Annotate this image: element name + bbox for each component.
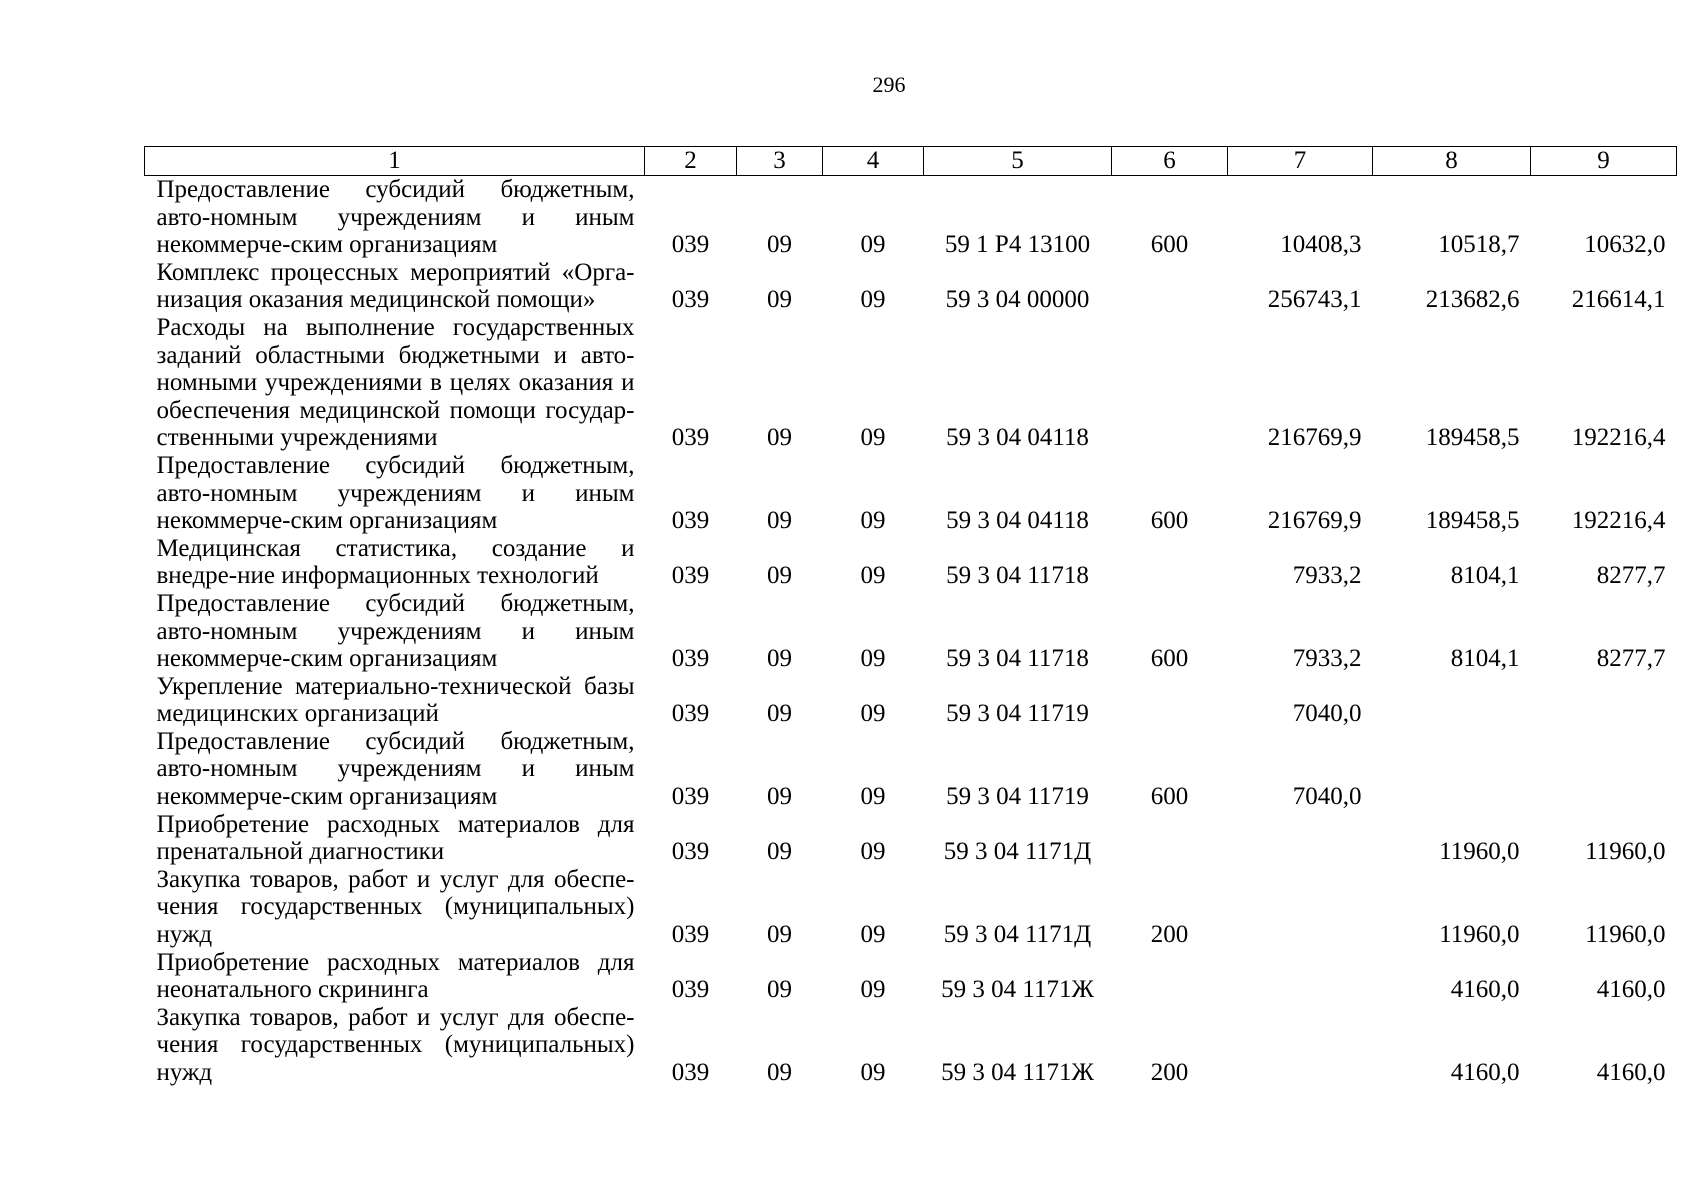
admin-code-cell: 039 <box>671 921 710 949</box>
table-body <box>145 176 1677 1087</box>
table-row <box>145 1004 1677 1087</box>
amount-col7-cell <box>1228 949 1373 1004</box>
amount-col7-cell: 256743,1 <box>1267 286 1362 314</box>
table-row <box>145 535 1677 590</box>
column-header-3: 3 <box>737 147 823 176</box>
subsection-code-cell: 09 <box>860 231 886 259</box>
table-row <box>145 728 1677 811</box>
amount-col8-cell <box>1373 728 1531 811</box>
row-name-cell: Укрепление материально-технической базы медицинских организаций <box>156 672 635 728</box>
admin-code-cell: 039 <box>671 286 710 314</box>
amount-col9-cell <box>1531 673 1677 728</box>
section-code-cell: 09 <box>767 424 792 452</box>
row-name-cell: Предоставление субсидий бюджетным, авто-номным учреждениям и иным некоммерче-ским организациям <box>156 727 635 811</box>
section-code-cell: 09 <box>767 783 792 811</box>
section-code-cell: 09 <box>767 231 792 259</box>
row-name-cell: Закупка товаров, работ и услуг для обеспе-чения государственных (муниципальных) нужд <box>156 1003 635 1086</box>
table-row <box>145 176 1677 259</box>
row-name-cell: Закупка товаров, работ и услуг для обеспе-чения государственных (муниципальных) нужд <box>156 865 635 949</box>
amount-col8-cell: 4160,0 <box>1450 1059 1520 1086</box>
admin-code-cell: 039 <box>671 1059 710 1086</box>
row-name-cell: Комплекс процессных мероприятий «Орга-низация оказания медицинской помощи» <box>156 258 635 314</box>
amount-col9-cell: 192216,4 <box>1571 507 1666 535</box>
amount-col7-cell <box>1228 811 1373 866</box>
amount-col8-cell: 10518,7 <box>1438 231 1520 259</box>
subsection-code-cell: 09 <box>860 921 886 949</box>
section-code-cell: 09 <box>767 1059 792 1086</box>
table-row <box>145 259 1677 314</box>
table-header <box>145 147 1677 176</box>
amount-col8-cell: 8104,1 <box>1450 645 1520 673</box>
amount-col7-cell <box>1228 866 1373 949</box>
target-article-cell: 59 3 04 1171Д <box>943 921 1092 949</box>
row-name-cell: Предоставление субсидий бюджетным, авто-номным учреждениям и иным некоммерче-ским организациям <box>156 451 635 535</box>
row-name-cell: Приобретение расходных материалов для неонатального скрининга <box>156 948 635 1004</box>
admin-code-cell: 039 <box>671 507 710 535</box>
subsection-code-cell: 09 <box>860 838 886 866</box>
amount-col7-cell: 216769,9 <box>1267 507 1362 535</box>
expense-type-cell <box>1112 259 1228 314</box>
expense-type-cell: 600 <box>1150 783 1189 811</box>
amount-col9-cell: 192216,4 <box>1571 424 1666 452</box>
amount-col9-cell: 11960,0 <box>1585 838 1666 866</box>
amount-col9-cell: 11960,0 <box>1585 921 1666 949</box>
amount-col7-cell: 7040,0 <box>1292 783 1362 811</box>
amount-col9-cell: 216614,1 <box>1571 286 1666 314</box>
amount-col8-cell: 11960,0 <box>1439 838 1520 866</box>
column-header-2: 2 <box>645 147 737 176</box>
table-row <box>145 590 1677 673</box>
page-number: 296 <box>872 72 906 97</box>
expense-type-cell <box>1112 949 1228 1004</box>
admin-code-cell: 039 <box>671 700 710 728</box>
row-name-cell: Предоставление субсидий бюджетным, авто-номным учреждениям и иным некоммерче-ским организациям <box>156 176 635 259</box>
expense-type-cell: 600 <box>1150 507 1189 535</box>
section-code-cell: 09 <box>767 838 792 866</box>
target-article-cell: 59 1 Р4 13100 <box>944 231 1091 259</box>
target-article-cell: 59 3 04 04118 <box>946 424 1089 452</box>
amount-col9-cell: 4160,0 <box>1596 976 1666 1004</box>
target-article-cell: 59 3 04 11719 <box>946 783 1089 811</box>
target-article-cell: 59 3 04 11718 <box>946 645 1089 673</box>
column-header-6: 6 <box>1112 147 1228 176</box>
section-code-cell: 09 <box>767 286 792 314</box>
target-article-cell: 59 3 04 11718 <box>946 562 1089 590</box>
row-name-cell: Расходы на выполнение государственных заданий областными бюджетными и авто-номными учреждениями в целях оказания и обеспечения медицинской помощи государ-ственными учреждениями <box>156 313 635 452</box>
amount-col8-cell: 11960,0 <box>1439 921 1520 949</box>
section-code-cell: 09 <box>767 921 792 949</box>
table-row <box>145 811 1677 866</box>
column-header-7: 7 <box>1228 147 1373 176</box>
section-code-cell: 09 <box>767 562 792 590</box>
subsection-code-cell: 09 <box>860 562 886 590</box>
amount-col8-cell: 213682,6 <box>1425 286 1520 314</box>
row-name-cell: Предоставление субсидий бюджетным, авто-номным учреждениям и иным некоммерче-ским организациям <box>156 589 635 673</box>
amount-col7-cell: 7933,2 <box>1292 562 1362 590</box>
amount-col8-cell: 189458,5 <box>1425 507 1520 535</box>
table-row <box>145 452 1677 535</box>
subsection-code-cell: 09 <box>860 976 886 1004</box>
expense-type-cell: 200 <box>1150 921 1189 949</box>
amount-col9-cell: 8277,7 <box>1596 562 1666 590</box>
admin-code-cell: 039 <box>671 645 710 673</box>
section-code-cell: 09 <box>767 645 792 673</box>
amount-col7-cell: 216769,9 <box>1267 424 1362 452</box>
table-row <box>145 314 1677 452</box>
column-number-row <box>145 147 1677 176</box>
column-header-5: 5 <box>924 147 1112 176</box>
amount-col8-cell: 4160,0 <box>1450 976 1520 1004</box>
amount-col7-cell: 10408,3 <box>1280 231 1362 259</box>
expense-type-cell: 600 <box>1150 231 1189 259</box>
target-article-cell: 59 3 04 11719 <box>946 700 1089 728</box>
subsection-code-cell: 09 <box>860 645 886 673</box>
amount-col8-cell: 189458,5 <box>1425 424 1520 452</box>
expense-type-cell: 200 <box>1150 1059 1189 1086</box>
column-header-8: 8 <box>1373 147 1531 176</box>
column-header-9: 9 <box>1531 147 1677 176</box>
admin-code-cell: 039 <box>671 424 710 452</box>
amount-col7-cell: 7933,2 <box>1292 645 1362 673</box>
amount-col8-cell: 8104,1 <box>1450 562 1520 590</box>
amount-col7-cell <box>1228 1004 1373 1087</box>
row-name-cell: Приобретение расходных материалов для пренатальной диагностики <box>156 810 635 866</box>
budget-table <box>144 146 1677 1087</box>
subsection-code-cell: 09 <box>860 424 886 452</box>
row-name-cell: Медицинская статистика, создание и внедре-ние информационных технологий <box>156 534 635 590</box>
target-article-cell: 59 3 04 00000 <box>945 286 1090 314</box>
amount-col7-cell: 7040,0 <box>1292 700 1362 728</box>
admin-code-cell: 039 <box>671 231 710 259</box>
amount-col8-cell <box>1373 673 1531 728</box>
subsection-code-cell: 09 <box>860 286 886 314</box>
expense-type-cell <box>1112 673 1228 728</box>
table-row <box>145 866 1677 949</box>
column-header-1: 1 <box>145 147 645 176</box>
target-article-cell: 59 3 04 04118 <box>946 507 1089 535</box>
expense-type-cell: 600 <box>1150 645 1189 673</box>
section-code-cell: 09 <box>767 976 792 1004</box>
subsection-code-cell: 09 <box>860 783 886 811</box>
table-row <box>145 949 1677 1004</box>
target-article-cell: 59 3 04 1171Ж <box>941 1059 1094 1086</box>
admin-code-cell: 039 <box>671 562 710 590</box>
subsection-code-cell: 09 <box>860 507 886 535</box>
column-header-4: 4 <box>823 147 924 176</box>
expense-type-cell <box>1112 811 1228 866</box>
section-code-cell: 09 <box>767 507 792 535</box>
subsection-code-cell: 09 <box>860 700 886 728</box>
subsection-code-cell: 09 <box>860 1059 886 1086</box>
admin-code-cell: 039 <box>671 838 710 866</box>
target-article-cell: 59 3 04 1171Ж <box>941 976 1094 1004</box>
expense-type-cell <box>1112 535 1228 590</box>
expense-type-cell <box>1112 314 1228 452</box>
admin-code-cell: 039 <box>671 783 710 811</box>
target-article-cell: 59 3 04 1171Д <box>943 838 1092 866</box>
table-row <box>145 673 1677 728</box>
amount-col9-cell <box>1531 728 1677 811</box>
admin-code-cell: 039 <box>671 976 710 1004</box>
amount-col9-cell: 10632,0 <box>1584 231 1666 259</box>
amount-col9-cell: 4160,0 <box>1596 1059 1666 1086</box>
amount-col9-cell: 8277,7 <box>1596 645 1666 673</box>
section-code-cell: 09 <box>767 700 792 728</box>
